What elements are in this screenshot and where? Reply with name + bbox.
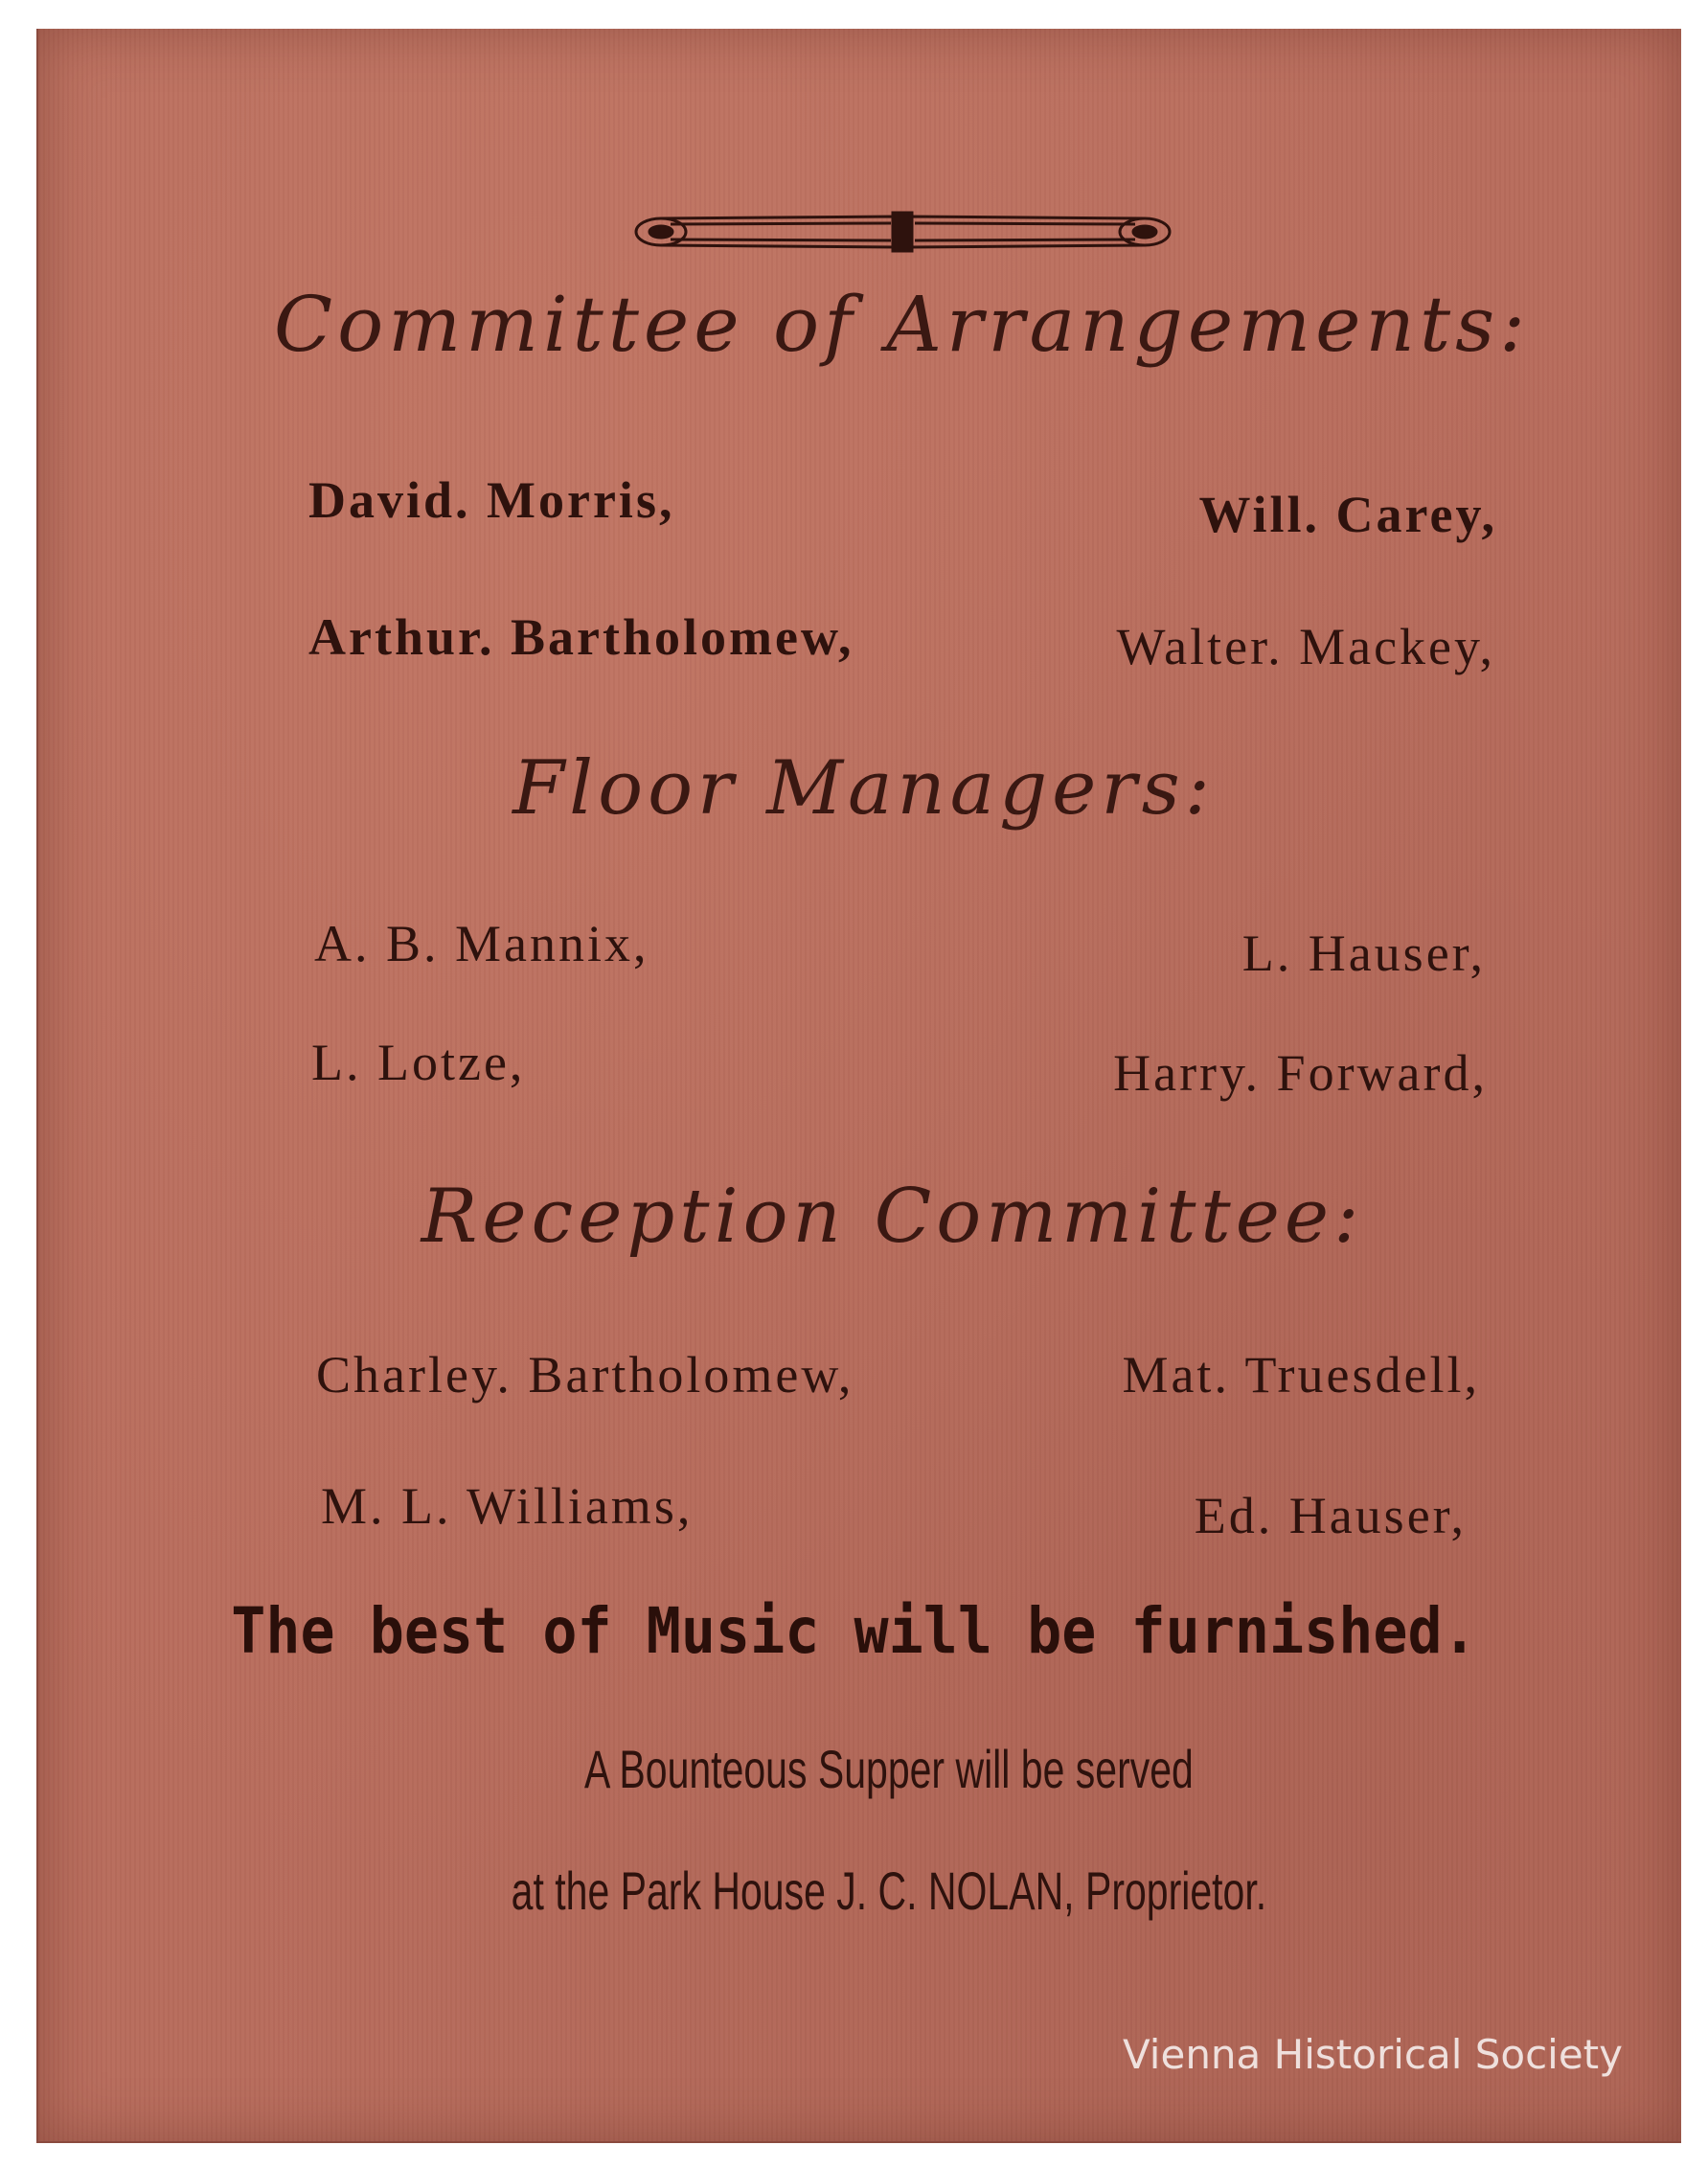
supper-announcement: A Bounteous Supper will be served (583, 1739, 1194, 1800)
scroll-ornament-icon (632, 209, 1173, 255)
name-ab-mannix: A. B. Mannix, (314, 915, 649, 972)
name-ml-williams: M. L. Williams, (321, 1477, 694, 1535)
name-walter-mackey: Walter. Mackey, (1116, 618, 1495, 675)
name-harry-forward: Harry. Forward, (1113, 1044, 1488, 1102)
reception-committee-heading: Reception Committee: (421, 1174, 1364, 1260)
music-announcement: The best of Music will be furnished. (231, 1594, 1477, 1669)
name-will-carey: Will. Carey, (1198, 486, 1497, 543)
venue-announcement: at the Park House J. C. NOLAN, Proprietor. (511, 1860, 1267, 1922)
name-mat-truesdell: Mat. Truesdell, (1122, 1346, 1480, 1403)
name-arthur-bartholomew: Arthur. Bartholomew, (308, 608, 854, 666)
watermark: Vienna Historical Society (1123, 2031, 1624, 2078)
name-charley-bartholomew: Charley. Bartholomew, (316, 1346, 854, 1403)
name-david-morris: David. Morris, (308, 471, 675, 529)
committee-of-arrangements-heading: Committee of Arrangements: (273, 280, 1531, 369)
name-l-hauser: L. Hauser, (1241, 924, 1486, 982)
name-ed-hauser: Ed. Hauser, (1194, 1487, 1467, 1544)
floor-managers-heading: Floor Managers: (512, 745, 1215, 832)
name-l-lotze: L. Lotze, (311, 1034, 526, 1091)
